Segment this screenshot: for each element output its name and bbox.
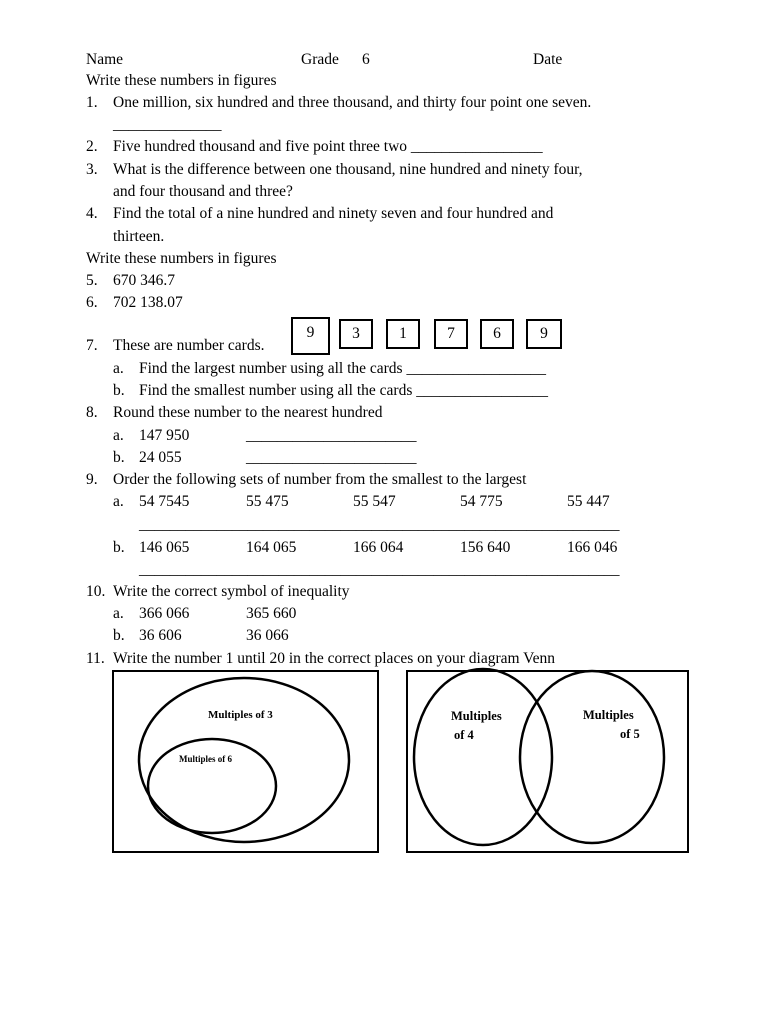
q10a-label: a. xyxy=(113,605,124,622)
q9a-value: 54 7545 xyxy=(139,493,190,510)
q8b-blank: ______________________ xyxy=(246,449,417,466)
q11-number: 11. xyxy=(86,650,105,667)
q10b-left-value: 36 606 xyxy=(139,627,182,644)
q8-number: 8. xyxy=(86,404,98,421)
q9b-value: 146 065 xyxy=(139,539,190,556)
grade-label: Grade xyxy=(301,51,339,68)
q10b-right-value: 36 066 xyxy=(246,627,289,644)
q8a-value: 147 950 xyxy=(139,427,190,444)
q7-text: These are number cards. xyxy=(113,337,265,354)
number-card: 6 xyxy=(480,319,514,349)
q5-number: 5. xyxy=(86,272,98,289)
q4-text-line1: Find the total of a nine hundred and ninety seven and four hundred and xyxy=(113,205,554,222)
q9a-value: 55 447 xyxy=(567,493,610,510)
q9b-value: 166 046 xyxy=(567,539,618,556)
q9b-value: 156 640 xyxy=(460,539,511,556)
number-card: 9 xyxy=(526,319,562,349)
q10-text: Write the correct symbol of inequality xyxy=(113,583,350,600)
q10a-right-value: 365 660 xyxy=(246,605,297,622)
q5-text: 670 346.7 xyxy=(113,272,175,289)
q9b-answer-line: ______________________________________________________________ xyxy=(139,561,620,578)
name-label: Name xyxy=(86,51,124,68)
venn2-right-label-line2: of 5 xyxy=(620,727,640,741)
venn1-inner-label: Multiples of 6 xyxy=(179,754,232,764)
q3-number: 3. xyxy=(86,161,98,178)
q9a-value: 54 775 xyxy=(460,493,503,510)
q9-text: Order the following sets of number from the smallest to the largest xyxy=(113,471,527,488)
q8a-label: a. xyxy=(113,427,124,444)
q8-text: Round these number to the nearest hundred xyxy=(113,404,383,421)
number-card: 1 xyxy=(386,319,420,349)
q1-text: One million, six hundred and three thousand, and thirty four point one seven. xyxy=(113,94,592,111)
q10b-label: b. xyxy=(113,627,125,644)
q8a-blank: ______________________ xyxy=(246,427,417,444)
venn2-right-label-line1: Multiples xyxy=(583,708,634,722)
q4-number: 4. xyxy=(86,205,98,222)
q9a-value: 55 547 xyxy=(353,493,396,510)
q9a-value: 55 475 xyxy=(246,493,289,510)
q7b-text: Find the smallest number using all the cards _________________ xyxy=(139,382,548,399)
section2-title: Write these numbers in figures xyxy=(86,250,277,267)
venn1-multiples-of-3-set xyxy=(139,678,349,842)
q8b-label: b. xyxy=(113,449,125,466)
q10a-left-value: 366 066 xyxy=(139,605,190,622)
q7a-text: Find the largest number using all the cards __________________ xyxy=(139,360,546,377)
q3-text-line2: and four thousand and three? xyxy=(113,183,293,200)
venn2-left-label-line2: of 4 xyxy=(454,728,474,742)
venn2-left-label-line1: Multiples xyxy=(451,709,502,723)
venn2-multiples-of-4-set xyxy=(414,669,552,845)
q9b-value: 164 065 xyxy=(246,539,297,556)
q2-number: 2. xyxy=(86,138,98,155)
q6-number: 6. xyxy=(86,294,98,311)
q9-number: 9. xyxy=(86,471,98,488)
q8b-value: 24 055 xyxy=(139,449,182,466)
venn2-multiples-of-5-set xyxy=(520,671,664,843)
q4-text-line2: thirteen. xyxy=(113,228,165,245)
q11-text: Write the number 1 until 20 in the correct places on your diagram Venn xyxy=(113,650,555,667)
number-card: 9 xyxy=(291,317,330,355)
grade-value: 6 xyxy=(362,51,370,68)
q3-text-line1: What is the difference between one thousand, nine hundred and ninety four, xyxy=(113,161,583,178)
q1-number: 1. xyxy=(86,94,98,111)
q2-text: Five hundred thousand and five point three two _________________ xyxy=(113,138,543,155)
q9a-answer-line: ______________________________________________________________ xyxy=(139,516,620,533)
q7a-label: a. xyxy=(113,360,124,377)
q7-number: 7. xyxy=(86,337,98,354)
q9b-value: 166 064 xyxy=(353,539,404,556)
number-card: 7 xyxy=(434,319,468,349)
venn1-outer-label: Multiples of 3 xyxy=(208,709,273,721)
q9a-label: a. xyxy=(113,493,124,510)
q6-text: 702 138.07 xyxy=(113,294,183,311)
q7b-label: b. xyxy=(113,382,125,399)
q1-answer-blank: ______________ xyxy=(113,116,222,133)
number-card: 3 xyxy=(339,319,373,349)
date-label: Date xyxy=(533,51,563,68)
q10-number: 10. xyxy=(86,583,106,600)
q9b-label: b. xyxy=(113,539,125,556)
section1-title: Write these numbers in figures xyxy=(86,72,277,89)
